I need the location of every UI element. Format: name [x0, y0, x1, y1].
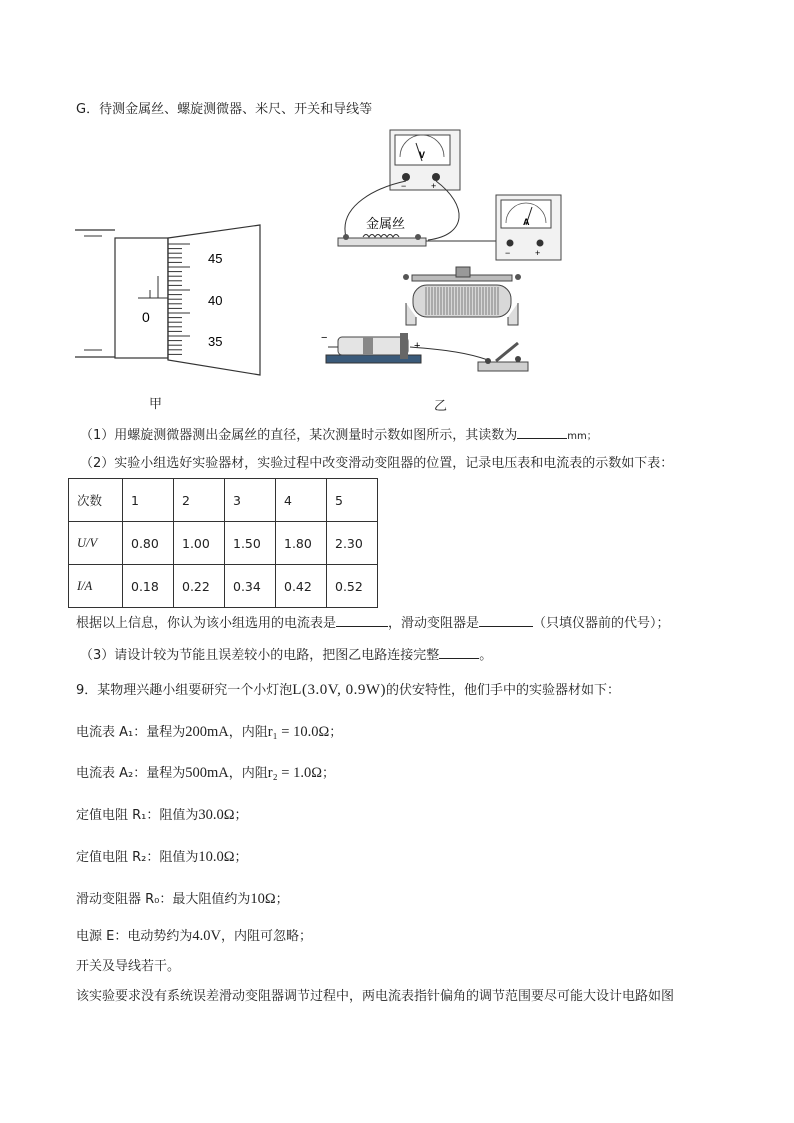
table-cell: 0.52 [327, 565, 378, 608]
table-cell: 0.18 [123, 565, 174, 608]
ammeter-plus: + [535, 248, 541, 258]
equipment-item [76, 890, 289, 909]
ammeter-minus: − [505, 248, 511, 258]
q9-intro-b: 的伏安特性，他们手中的实验器材如下： [386, 683, 621, 698]
equipment-item [76, 806, 248, 825]
sleeve-zero-label: 0 [142, 309, 150, 325]
equipment-label: 滑动变阻器 R₀：最大阻值约为 [76, 892, 251, 907]
question-3-text: （3）请设计较为节能且误差较小的电路，把图乙电路连接完整 [80, 648, 440, 663]
battery-minus: − [321, 332, 328, 344]
table-cell: 1 [123, 479, 174, 522]
equipment-item [76, 848, 248, 867]
table-cell: 3 [225, 479, 276, 522]
equipment-label: 电流表 A₂：量程为 [76, 766, 186, 781]
micrometer-figure [70, 220, 270, 380]
question-2: （2）实验小组选好实验器材，实验过程中改变滑动变阻器的位置，记录电压表和电流表的示数如下表： [80, 456, 674, 471]
answer-blank-3[interactable] [439, 646, 479, 659]
rheostat [403, 267, 521, 325]
thimble-label-40: 40 [208, 293, 223, 308]
question-9-intro [76, 681, 620, 700]
figure-caption-yi: 乙 [434, 399, 448, 414]
voltmeter-plus: + [431, 181, 437, 191]
equipment-value: 200mA [185, 724, 229, 740]
u-label: U/V [77, 535, 98, 550]
table-cell: 1.50 [225, 522, 276, 565]
equipment-end: ； [234, 850, 248, 865]
table-cell: 0.34 [225, 565, 276, 608]
equipment-mid: ，内阻可忽略； [220, 929, 312, 944]
equipment-item [76, 927, 312, 946]
q9-lamp-spec: L(3.0V, 0.9W) [292, 682, 386, 698]
question-3-end: 。 [479, 648, 493, 663]
equipment-end: ； [234, 808, 248, 823]
equipment-item [76, 764, 335, 783]
table-row [69, 479, 378, 522]
equipment-end: ； [275, 892, 289, 907]
question-2-follow [76, 614, 670, 633]
equipment-label: 定值电阻 R₂：阻值为 [76, 850, 199, 865]
battery-plus: + [414, 340, 421, 352]
table-cell [69, 565, 123, 608]
voltmeter-minus: − [401, 181, 407, 191]
equipment-value: 4.0V [192, 928, 221, 944]
follow-part3: （只填仪器前的代号）； [533, 616, 670, 631]
question-1 [80, 426, 597, 446]
table-cell: 2 [174, 479, 225, 522]
table-cell: 0.42 [276, 565, 327, 608]
answer-blank-ammeter[interactable] [336, 614, 388, 627]
equipment-end: ； [329, 725, 343, 740]
battery [321, 332, 421, 363]
table-cell: 0.80 [123, 522, 174, 565]
circuit-figure [318, 125, 574, 380]
thimble-label-45: 45 [208, 251, 223, 266]
metal-wire-board [338, 216, 426, 246]
equipment-resistance: r₂ = 1.0Ω [267, 765, 322, 781]
answer-blank-rheostat[interactable] [479, 614, 533, 627]
data-table [68, 478, 378, 608]
question-3 [80, 646, 492, 665]
wire-label: 金属丝 [366, 216, 406, 231]
equipment-item [76, 723, 342, 742]
equipment-end: ； [321, 766, 335, 781]
table-cell: 0.22 [174, 565, 225, 608]
equipment-value: 30.0Ω [198, 807, 235, 823]
switch [478, 343, 528, 371]
q9-intro-a: 9．某物理兴趣小组要研究一个小灯泡 [76, 683, 293, 698]
table-cell: 1.00 [174, 522, 225, 565]
equipment-label: 定值电阻 R₁：阻值为 [76, 808, 199, 823]
question-1-unit: mm； [567, 431, 597, 442]
equipment-resistance: r₁ = 10.0Ω [267, 724, 330, 740]
question-9-requirement: 该实验要求没有系统误差滑动变阻器调节过程中，两电流表指针偏角的调节范围要尽可能大设计电路如图 [76, 989, 675, 1004]
equipment-mid: ，内阻 [228, 766, 268, 781]
figure-caption-jia: 甲 [149, 397, 163, 412]
equipment-label: 电源 E：电动势约为 [76, 929, 193, 944]
table-cell: 2.30 [327, 522, 378, 565]
answer-blank-1[interactable] [517, 426, 567, 439]
equipment-value: 500mA [185, 765, 229, 781]
equipment-line-switch: 开关及导线若干。 [76, 959, 181, 974]
question-1-text: （1）用螺旋测微器测出金属丝的直径，某次测量时示数如图所示，其读数为 [80, 428, 518, 443]
thimble-label-35: 35 [208, 334, 223, 349]
follow-part2: ，滑动变阻器是 [388, 616, 480, 631]
voltmeter-label: V [419, 150, 426, 160]
table-cell: 4 [276, 479, 327, 522]
table-cell [69, 522, 123, 565]
i-label: I/A [77, 578, 93, 593]
equipment-value: 10.0Ω [198, 849, 235, 865]
table-row [69, 522, 378, 565]
table-cell: 1.80 [276, 522, 327, 565]
follow-part1: 根据以上信息，你认为该小组选用的电流表是 [76, 616, 337, 631]
table-cell: 5 [327, 479, 378, 522]
equipment-label: 电流表 A₁：量程为 [76, 725, 186, 740]
ammeter [496, 195, 561, 260]
ammeter-label: A [523, 217, 530, 227]
equipment-mid: ，内阻 [228, 725, 268, 740]
table-row [69, 565, 378, 608]
equipment-value: 10Ω [250, 891, 276, 907]
item-g-text: G．待测金属丝、螺旋测微器、米尺、开关和导线等 [76, 102, 373, 117]
table-cell: 次数 [69, 479, 123, 522]
